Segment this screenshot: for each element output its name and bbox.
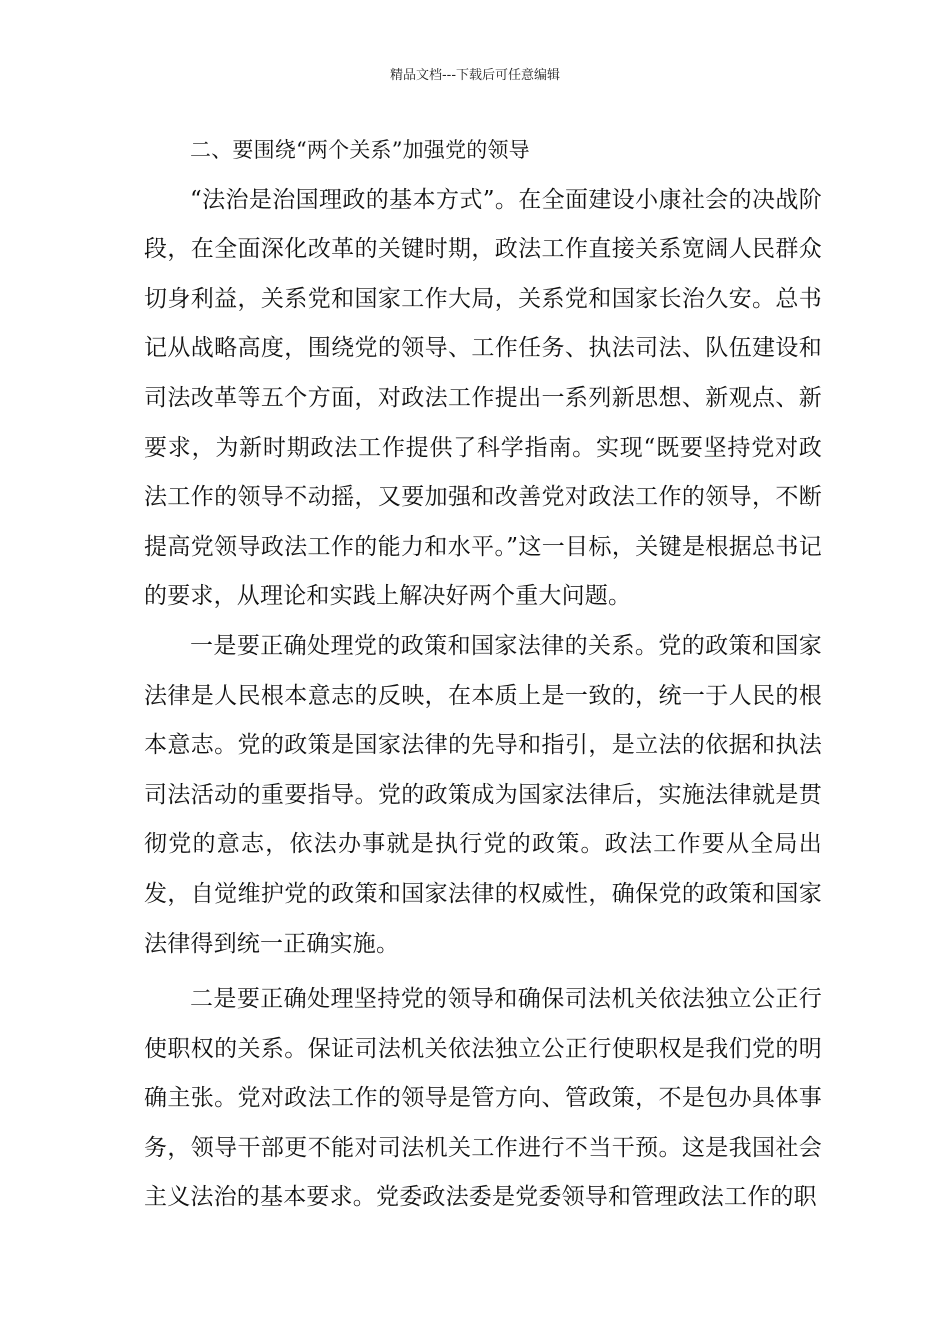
document-body [144, 126, 822, 1223]
paragraph-point-two: 二是要正确处理坚持党的领导和确保司法机关依法独立公正行使职权的关系。保证司法机关依法独立公正行使职权是我们党的明确主张。党对政法工作的领导是管方向、管政策，不是包办具体事务，领导干部更不能对司法机关工作进行不当干预。这是我国社会主义法治的基本要求。党委政法委是党委领导和管理政法工作的职 [144, 986, 822, 1211]
paragraph-point-one: 一是要正确处理党的政策和国家法律的关系。党的政策和国家法律是人民根本意志的反映，在本质上是一致的，统一于人民的根本意志。党的政策是国家法律的先导和指引，是立法的依据和执法司法活动的重要指导。党的政策成为国家法律后，实施法律就是贯彻党的意志，依法办事就是执行党的政策。政法工作要从全局出发，自觉维护党的政策和国家法律的权威性，确保党的政策和国家法律得到统一正确实施。 [144, 632, 822, 957]
page-header: 精品文档---下载后可任意编辑 [389, 68, 561, 83]
paragraph-intro: “法治是治国理政的基本方式”。在全面建设小康社会的决战阶段，在全面深化改革的关键时期，政法工作直接关系宽阔人民群众切身利益，关系党和国家工作大局，关系党和国家长治久安。总书记从战略高度，围绕党的领导、工作任务、执法司法、队伍建设和司法改革等五个方面，对政法工作提出一系列新思想、新观点、新要求，为新时期政法工作提供了科学指南。实现“既要坚持党对政法工作的领导不动摇，又要加强和改善党对政法工作的领导，不断提高党领导政法工作的能力和水平。”这一目标，关键是根据总书记的要求，从理论和实践上解决好两个重大问题。 [144, 186, 822, 610]
section-heading: 二、要围绕“两个关系”加强党的领导 [190, 138, 530, 162]
